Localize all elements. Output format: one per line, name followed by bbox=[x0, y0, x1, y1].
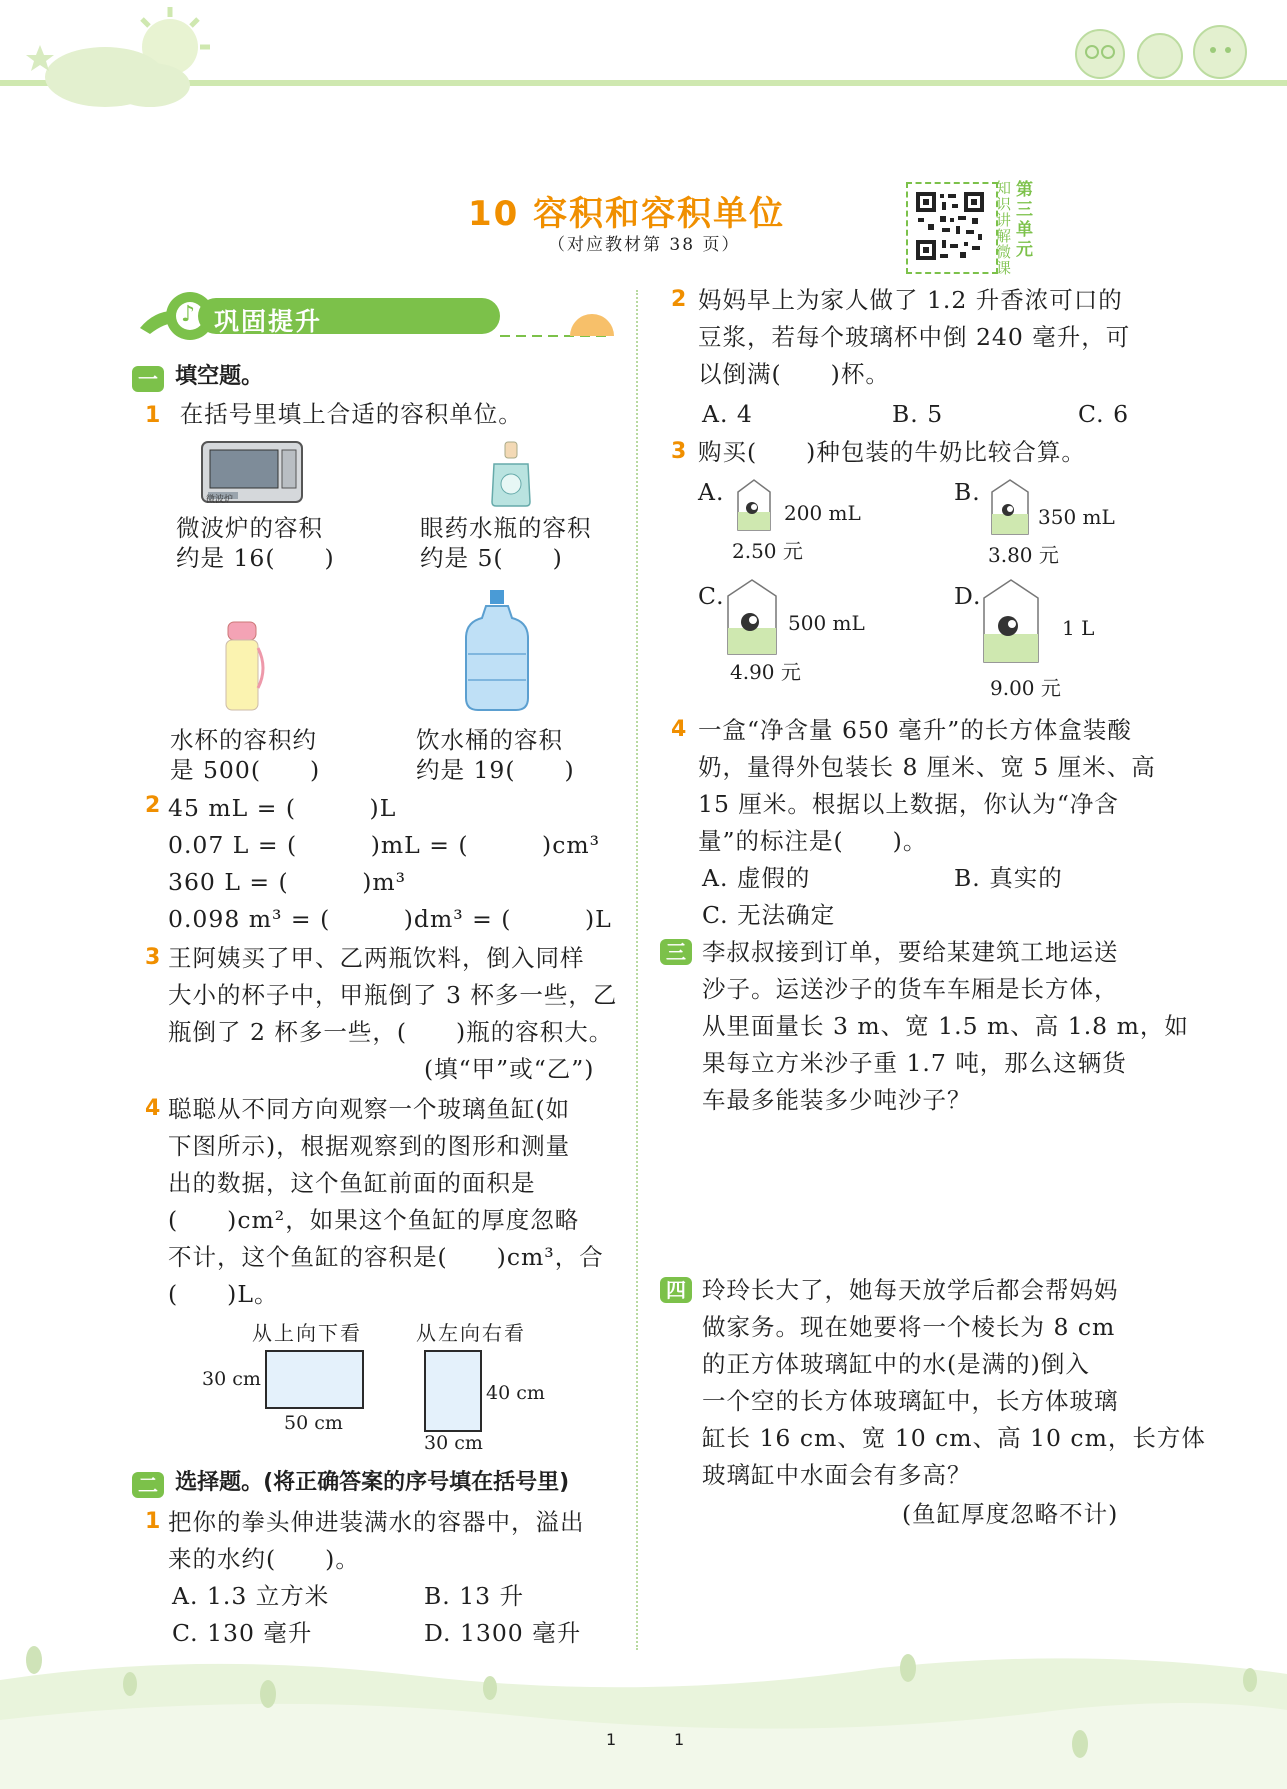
rq2-line3: 以倒满( )杯。 bbox=[698, 360, 890, 388]
q1-item4-line1: 饮水桶的容积 bbox=[416, 726, 563, 754]
q1-item2-line1: 眼药水瓶的容积 bbox=[420, 514, 592, 542]
page-number-right: 1 bbox=[674, 1730, 685, 1749]
q1-item4-line2: 约是 19( ) bbox=[416, 756, 575, 784]
q2-line3: 360 L = ( )m³ bbox=[168, 868, 407, 896]
qr-side-text: 知识讲解微课 bbox=[996, 179, 1012, 277]
section-2-heading bbox=[132, 1465, 569, 1498]
s4-line6: 玻璃缸中水面会有多高？ bbox=[702, 1461, 972, 1489]
section-4-badge: 四 bbox=[660, 1277, 692, 1303]
section-3-heading bbox=[660, 939, 692, 965]
rq2-option-b: B. 5 bbox=[892, 400, 944, 428]
rq4-line2: 奶，量得外包装长 8 厘米、宽 5 厘米、高 bbox=[698, 753, 1156, 781]
s3-line5: 车最多能装多少吨沙子？ bbox=[702, 1086, 972, 1114]
s3-line1: 李叔叔接到订单，要给某建筑工地运送 bbox=[702, 938, 1119, 966]
section-1-title: 填空题。 bbox=[175, 364, 264, 389]
water-cup-image bbox=[220, 618, 268, 714]
q1-line bbox=[145, 396, 523, 434]
s2q1-line1: 把你的拳头伸进装满水的容器中，溢出 bbox=[168, 1508, 585, 1536]
q2-line1: 45 mL = ( )L bbox=[168, 794, 397, 822]
s4-line2: 做家务。现在她要将一个棱长为 8 cm bbox=[702, 1313, 1116, 1341]
unit-label: 第三单元 bbox=[1016, 180, 1033, 260]
section-1-heading bbox=[132, 359, 263, 392]
q3-line1: 王阿姨买了甲、乙两瓶饮料，倒入同样 bbox=[168, 944, 585, 972]
rq3-b-letter: B. bbox=[954, 478, 981, 506]
rq3-b-volume: 350 mL bbox=[1038, 505, 1115, 529]
q1-number: 1 bbox=[145, 403, 162, 428]
q4-line1: 聪聪从不同方向观察一个玻璃鱼缸(如 bbox=[168, 1095, 571, 1123]
water-bucket-image bbox=[462, 588, 532, 714]
s2q1-option-c: C. 130 毫升 bbox=[172, 1619, 313, 1647]
s2q1-option-a: A. 1.3 立方米 bbox=[172, 1582, 330, 1610]
section-banner-title: 巩固提升 bbox=[214, 307, 323, 336]
animal-faces-decoration bbox=[1060, 22, 1270, 82]
view1-left-dim: 30 cm bbox=[202, 1368, 261, 1390]
rq3-c-volume: 500 mL bbox=[788, 611, 865, 635]
milk-carton-c-image bbox=[722, 578, 782, 658]
banner-icon: ♪ bbox=[181, 302, 196, 327]
q3-line2: 大小的杯子中，甲瓶倒了 3 杯多一些，乙 bbox=[168, 981, 618, 1009]
view2-bottom-dim: 30 cm bbox=[424, 1432, 483, 1454]
q4-line2: 下图所示)，根据观察到的图形和测量 bbox=[168, 1132, 571, 1160]
qr-code-icon[interactable] bbox=[914, 190, 986, 262]
q1-item1-line1: 微波炉的容积 bbox=[176, 514, 323, 542]
banner-decoration bbox=[130, 284, 620, 344]
page-number-left: 1 bbox=[606, 1730, 617, 1749]
rq3-a-price: 2.50 元 bbox=[732, 539, 803, 563]
rq2-line1: 妈妈早上为家人做了 1.2 升香浓可口的 bbox=[698, 286, 1123, 314]
q4-line4: ( )cm²，如果这个鱼缸的厚度忽略 bbox=[168, 1206, 580, 1234]
section-2-title: 选择题。(将正确答案的序号填在括号里) bbox=[175, 1470, 570, 1495]
q1-item3-line1: 水杯的容积约 bbox=[170, 726, 317, 754]
view1-bottom-dim: 50 cm bbox=[284, 1412, 343, 1434]
q2-line2: 0.07 L = ( )mL = ( )cm³ bbox=[168, 831, 601, 859]
rq3-text: 购买( )种包装的牛奶比较合算。 bbox=[698, 438, 1086, 466]
s4-line5: 缸长 16 cm、宽 10 cm、高 10 cm，长方体 bbox=[702, 1424, 1206, 1452]
rq4-number: 4 bbox=[671, 717, 687, 742]
microwave-label: 微波炉 bbox=[206, 495, 234, 505]
column-divider bbox=[636, 290, 638, 1650]
q4-line6: ( )L。 bbox=[168, 1280, 279, 1308]
rq2-option-c: C. 6 bbox=[1078, 400, 1130, 428]
rq3-d-letter: D. bbox=[954, 582, 982, 610]
rq4-option-c: C. 无法确定 bbox=[702, 901, 836, 929]
q2-number: 2 bbox=[145, 793, 161, 818]
s3-line2: 沙子。运送沙子的货车车厢是长方体， bbox=[702, 975, 1119, 1003]
rq3-c-price: 4.90 元 bbox=[730, 660, 801, 684]
q1-text: 在括号里填上合适的容积单位。 bbox=[179, 400, 523, 428]
rq3-d-price: 9.00 元 bbox=[990, 676, 1061, 700]
q1-item2-line2: 约是 5( ) bbox=[420, 544, 563, 572]
milk-carton-a-image bbox=[734, 478, 774, 532]
section-2-badge: 二 bbox=[132, 1472, 164, 1498]
view2-right-dim: 40 cm bbox=[486, 1382, 545, 1404]
s2q1-option-b: B. 13 升 bbox=[424, 1582, 525, 1610]
s2q1-line2: 来的水约( )。 bbox=[168, 1545, 360, 1573]
rq2-option-a: A. 4 bbox=[702, 400, 753, 428]
rq3-a-letter: A. bbox=[698, 478, 725, 506]
cloud-sun-decoration bbox=[20, 5, 220, 115]
s4-line3: 的正方体玻璃缸中的水(是满的)倒入 bbox=[702, 1350, 1090, 1378]
rq3-c-letter: C. bbox=[698, 582, 725, 610]
rq3-a-volume: 200 mL bbox=[784, 501, 861, 525]
section-1-badge: 一 bbox=[132, 366, 164, 392]
q4-line5: 不计，这个鱼缸的容积是( )cm³，合 bbox=[168, 1243, 604, 1271]
section-3-badge: 三 bbox=[660, 939, 692, 965]
rq3-number: 3 bbox=[671, 439, 687, 464]
rq4-option-a: A. 虚假的 bbox=[702, 864, 811, 892]
rq4-option-b: B. 真实的 bbox=[954, 864, 1063, 892]
rq4-line3: 15 厘米。根据以上数据，你认为“净含 bbox=[698, 790, 1119, 818]
q3-number: 3 bbox=[145, 945, 161, 970]
side-view-rectangle bbox=[424, 1350, 482, 1432]
page-title: 10 容积和容积单位 bbox=[468, 194, 786, 234]
milk-carton-d-image bbox=[978, 578, 1044, 666]
s4-line1: 玲玲长大了，她每天放学后都会帮妈妈 bbox=[702, 1276, 1119, 1304]
milk-carton-b-image bbox=[988, 478, 1032, 536]
q2-line4: 0.098 m³ = ( )dm³ = ( )L bbox=[168, 905, 612, 933]
page-subtitle: （对应教材第 38 页） bbox=[548, 235, 741, 255]
s4-line4: 一个空的长方体玻璃缸中，长方体玻璃 bbox=[702, 1387, 1119, 1415]
q3-line3: 瓶倒了 2 杯多一些，( )瓶的容积大。 bbox=[168, 1018, 614, 1046]
q1-item3-line2: 是 500( ) bbox=[170, 756, 321, 784]
view1-label: 从上向下看 bbox=[252, 1321, 362, 1345]
rq2-number: 2 bbox=[671, 287, 687, 312]
rq2-line2: 豆浆，若每个玻璃杯中倒 240 毫升，可 bbox=[698, 323, 1131, 351]
q4-number: 4 bbox=[145, 1096, 161, 1121]
s2q1-option-d: D. 1300 毫升 bbox=[424, 1619, 582, 1647]
s4-note: (鱼缸厚度忽略不计) bbox=[902, 1500, 1119, 1528]
q4-line3: 出的数据，这个鱼缸前面的面积是 bbox=[168, 1169, 536, 1197]
view2-label: 从左向右看 bbox=[416, 1321, 526, 1345]
s3-line4: 果每立方米沙子重 1.7 吨，那么这辆货 bbox=[702, 1049, 1127, 1077]
section-4-heading bbox=[660, 1277, 692, 1303]
top-view-rectangle bbox=[265, 1350, 364, 1409]
s2q1-number: 1 bbox=[145, 1509, 161, 1534]
rq3-d-volume: 1 L bbox=[1062, 616, 1095, 640]
q1-item1-line2: 约是 16( ) bbox=[176, 544, 335, 572]
footer-landscape-decoration bbox=[0, 1640, 1287, 1789]
rq4-line4: 量”的标注是( )。 bbox=[698, 827, 928, 855]
rq3-b-price: 3.80 元 bbox=[988, 543, 1059, 567]
s3-line3: 从里面量长 3 m、宽 1.5 m、高 1.8 m，如 bbox=[702, 1012, 1189, 1040]
eye-drop-bottle-image bbox=[488, 440, 534, 508]
rq4-line1: 一盒“净含量 650 毫升”的长方体盒装酸 bbox=[698, 716, 1132, 744]
q3-line4: (填“甲”或“乙”) bbox=[424, 1055, 595, 1083]
